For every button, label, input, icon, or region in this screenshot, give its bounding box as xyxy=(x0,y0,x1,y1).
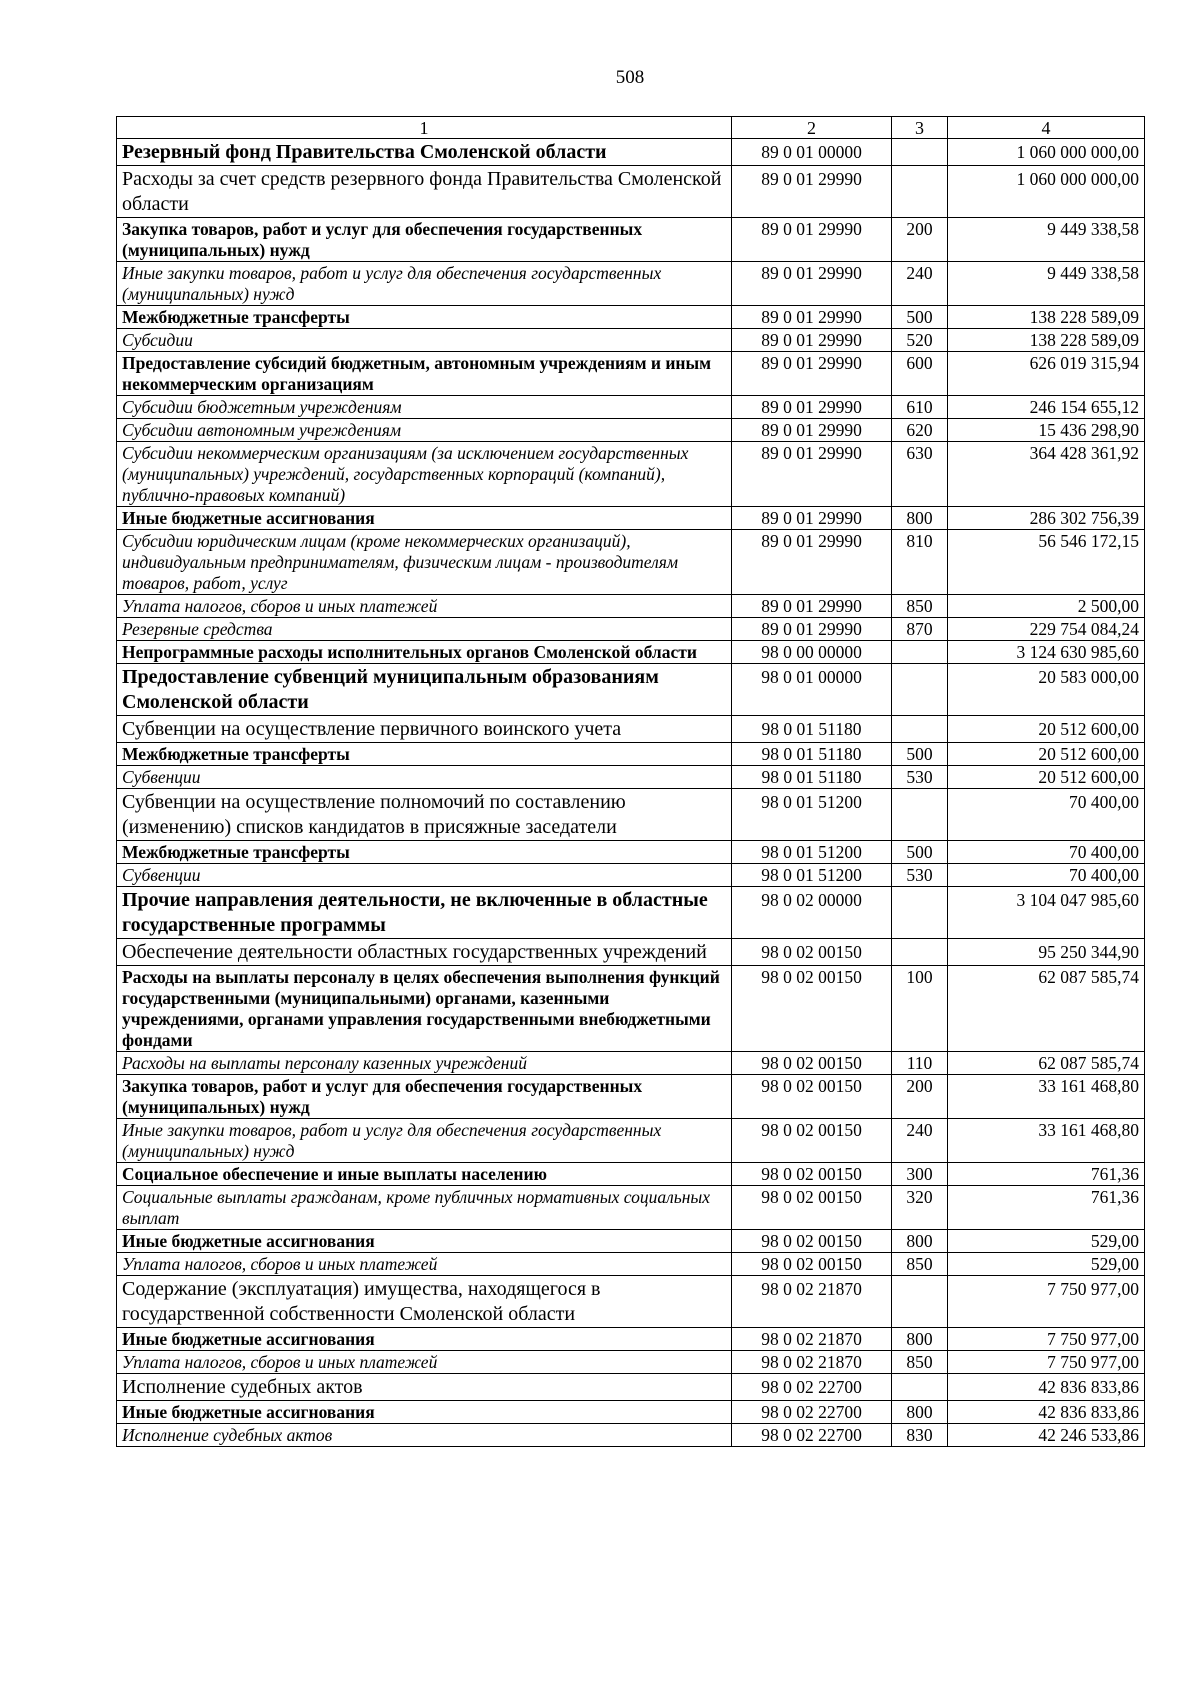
row-type-cell: 850 xyxy=(892,595,948,618)
table-row xyxy=(117,1351,1145,1374)
row-name-cell: Иные бюджетные ассигнования xyxy=(117,1328,732,1351)
table-row xyxy=(117,939,1145,966)
row-code-cell: 98 0 01 00000 xyxy=(732,664,892,716)
row-amount-cell: 138 228 589,09 xyxy=(948,306,1145,329)
row-code-cell: 98 0 00 00000 xyxy=(732,641,892,664)
table-row xyxy=(117,766,1145,789)
row-amount-cell: 70 400,00 xyxy=(948,864,1145,887)
row-code-cell: 98 0 02 00150 xyxy=(732,1253,892,1276)
row-amount-cell: 229 754 084,24 xyxy=(948,618,1145,641)
row-amount-cell: 3 104 047 985,60 xyxy=(948,887,1145,939)
row-type-cell: 800 xyxy=(892,507,948,530)
row-code-cell: 89 0 01 29990 xyxy=(732,396,892,419)
row-code-cell: 89 0 01 29990 xyxy=(732,419,892,442)
row-name-cell: Иные бюджетные ассигнования xyxy=(117,507,732,530)
row-type-cell: 500 xyxy=(892,306,948,329)
table-row xyxy=(117,306,1145,329)
row-code-cell: 98 0 02 00150 xyxy=(732,1052,892,1075)
row-code-cell: 98 0 01 51200 xyxy=(732,864,892,887)
row-type-cell: 630 xyxy=(892,442,948,507)
row-amount-cell: 70 400,00 xyxy=(948,789,1145,841)
row-code-cell: 89 0 01 29990 xyxy=(732,442,892,507)
row-name-cell: Прочие направления деятельности, не включенные в областные государственные программы xyxy=(117,887,732,939)
row-amount-cell: 20 512 600,00 xyxy=(948,716,1145,743)
row-code-cell: 89 0 01 29990 xyxy=(732,507,892,530)
row-code-cell: 89 0 01 29990 xyxy=(732,618,892,641)
row-amount-cell: 3 124 630 985,60 xyxy=(948,641,1145,664)
row-type-cell: 240 xyxy=(892,1119,948,1163)
row-type-cell: 800 xyxy=(892,1328,948,1351)
row-type-cell: 240 xyxy=(892,262,948,306)
row-name-cell: Социальное обеспечение и иные выплаты населению xyxy=(117,1163,732,1186)
row-name-cell: Социальные выплаты гражданам, кроме публичных нормативных социальных выплат xyxy=(117,1186,732,1230)
table-row xyxy=(117,1052,1145,1075)
row-name-cell: Субсидии xyxy=(117,329,732,352)
row-code-cell: 98 0 02 00000 xyxy=(732,887,892,939)
row-amount-cell: 42 836 833,86 xyxy=(948,1374,1145,1401)
row-amount-cell: 761,36 xyxy=(948,1186,1145,1230)
table-row xyxy=(117,743,1145,766)
row-amount-cell: 286 302 756,39 xyxy=(948,507,1145,530)
row-amount-cell: 20 512 600,00 xyxy=(948,743,1145,766)
header-col-1: 1 xyxy=(117,117,732,139)
row-type-cell: 530 xyxy=(892,864,948,887)
row-name-cell: Предоставление субсидий бюджетным, автономным учреждениям и иным некоммерческим организациям xyxy=(117,352,732,396)
table-row xyxy=(117,507,1145,530)
row-code-cell: 98 0 02 22700 xyxy=(732,1374,892,1401)
row-type-cell xyxy=(892,1276,948,1328)
table-row xyxy=(117,595,1145,618)
row-name-cell: Содержание (эксплуатация) имущества, находящегося в государственной собственности Смоленской области xyxy=(117,1276,732,1328)
table-row xyxy=(117,1186,1145,1230)
budget-table xyxy=(116,116,1145,1447)
row-code-cell: 89 0 01 29990 xyxy=(732,306,892,329)
row-name-cell: Межбюджетные трансферты xyxy=(117,743,732,766)
row-amount-cell: 246 154 655,12 xyxy=(948,396,1145,419)
row-name-cell: Непрограммные расходы исполнительных органов Смоленской области xyxy=(117,641,732,664)
row-name-cell: Расходы за счет средств резервного фонда Правительства Смоленской области xyxy=(117,166,732,218)
row-name-cell: Субвенции xyxy=(117,766,732,789)
table-row xyxy=(117,262,1145,306)
row-amount-cell: 33 161 468,80 xyxy=(948,1075,1145,1119)
row-code-cell: 98 0 02 21870 xyxy=(732,1276,892,1328)
row-name-cell: Уплата налогов, сборов и иных платежей xyxy=(117,595,732,618)
row-amount-cell: 42 246 533,86 xyxy=(948,1424,1145,1447)
row-amount-cell: 62 087 585,74 xyxy=(948,1052,1145,1075)
row-type-cell: 830 xyxy=(892,1424,948,1447)
row-type-cell: 800 xyxy=(892,1401,948,1424)
table-row xyxy=(117,618,1145,641)
row-type-cell: 200 xyxy=(892,1075,948,1119)
row-code-cell: 98 0 02 21870 xyxy=(732,1351,892,1374)
row-type-cell: 600 xyxy=(892,352,948,396)
row-amount-cell: 9 449 338,58 xyxy=(948,262,1145,306)
table-row xyxy=(117,1253,1145,1276)
row-name-cell: Субвенции xyxy=(117,864,732,887)
row-code-cell: 98 0 02 22700 xyxy=(732,1401,892,1424)
row-amount-cell: 529,00 xyxy=(948,1253,1145,1276)
header-col-2: 2 xyxy=(732,117,892,139)
row-name-cell: Расходы на выплаты персоналу в целях обеспечения выполнения функций государственными (муниципальными) органами, казенными учреждениями, органами управления государственными внебюджетными фондами xyxy=(117,966,732,1052)
row-type-cell: 500 xyxy=(892,841,948,864)
row-type-cell: 620 xyxy=(892,419,948,442)
row-name-cell: Предоставление субвенций муниципальным образованиям Смоленской области xyxy=(117,664,732,716)
table-row xyxy=(117,966,1145,1052)
row-name-cell: Субвенции на осуществление полномочий по составлению (изменению) списков кандидатов в присяжные заседатели xyxy=(117,789,732,841)
row-type-cell: 610 xyxy=(892,396,948,419)
row-amount-cell: 20 583 000,00 xyxy=(948,664,1145,716)
row-amount-cell: 33 161 468,80 xyxy=(948,1119,1145,1163)
table-row xyxy=(117,166,1145,218)
table-row xyxy=(117,1075,1145,1119)
row-name-cell: Межбюджетные трансферты xyxy=(117,841,732,864)
row-type-cell: 110 xyxy=(892,1052,948,1075)
table-row xyxy=(117,139,1145,166)
row-name-cell: Обеспечение деятельности областных государственных учреждений xyxy=(117,939,732,966)
row-amount-cell: 95 250 344,90 xyxy=(948,939,1145,966)
row-amount-cell: 761,36 xyxy=(948,1163,1145,1186)
table-row xyxy=(117,841,1145,864)
row-code-cell: 89 0 01 29990 xyxy=(732,329,892,352)
table-header-row xyxy=(117,117,1145,139)
row-type-cell: 800 xyxy=(892,1230,948,1253)
table-row xyxy=(117,789,1145,841)
row-code-cell: 98 0 02 21870 xyxy=(732,1328,892,1351)
header-col-4: 4 xyxy=(948,117,1145,139)
row-amount-cell: 20 512 600,00 xyxy=(948,766,1145,789)
row-type-cell xyxy=(892,939,948,966)
row-amount-cell: 1 060 000 000,00 xyxy=(948,166,1145,218)
table-row xyxy=(117,1119,1145,1163)
row-amount-cell: 70 400,00 xyxy=(948,841,1145,864)
row-amount-cell: 15 436 298,90 xyxy=(948,419,1145,442)
table-row xyxy=(117,664,1145,716)
table-row xyxy=(117,1374,1145,1401)
row-type-cell xyxy=(892,139,948,166)
table-row xyxy=(117,716,1145,743)
row-type-cell xyxy=(892,789,948,841)
row-name-cell: Субвенции на осуществление первичного воинского учета xyxy=(117,716,732,743)
row-type-cell: 200 xyxy=(892,218,948,262)
row-code-cell: 98 0 01 51180 xyxy=(732,766,892,789)
table-row xyxy=(117,887,1145,939)
row-type-cell: 850 xyxy=(892,1351,948,1374)
row-name-cell: Иные бюджетные ассигнования xyxy=(117,1401,732,1424)
row-type-cell: 530 xyxy=(892,766,948,789)
row-amount-cell: 626 019 315,94 xyxy=(948,352,1145,396)
table-row xyxy=(117,641,1145,664)
row-code-cell: 98 0 01 51180 xyxy=(732,716,892,743)
row-amount-cell: 62 087 585,74 xyxy=(948,966,1145,1052)
row-amount-cell: 138 228 589,09 xyxy=(948,329,1145,352)
table-row xyxy=(117,1401,1145,1424)
row-name-cell: Субсидии юридическим лицам (кроме некоммерческих организаций), индивидуальным предпринимателям, физическим лицам - производителям товаров, работ, услуг xyxy=(117,530,732,595)
row-name-cell: Субсидии автономным учреждениям xyxy=(117,419,732,442)
row-amount-cell: 7 750 977,00 xyxy=(948,1276,1145,1328)
row-type-cell xyxy=(892,1374,948,1401)
row-type-cell xyxy=(892,716,948,743)
table-row xyxy=(117,442,1145,507)
header-col-3: 3 xyxy=(892,117,948,139)
row-name-cell: Уплата налогов, сборов и иных платежей xyxy=(117,1253,732,1276)
row-amount-cell: 529,00 xyxy=(948,1230,1145,1253)
row-type-cell xyxy=(892,887,948,939)
row-name-cell: Иные закупки товаров, работ и услуг для обеспечения государственных (муниципальных) нужд xyxy=(117,262,732,306)
row-type-cell: 810 xyxy=(892,530,948,595)
row-type-cell: 300 xyxy=(892,1163,948,1186)
row-code-cell: 89 0 01 29990 xyxy=(732,218,892,262)
row-amount-cell: 7 750 977,00 xyxy=(948,1328,1145,1351)
row-name-cell: Субсидии некоммерческим организациям (за исключением государственных (муниципальных) учреждений, государственных корпораций (компаний), публично-правовых компаний) xyxy=(117,442,732,507)
row-amount-cell: 1 060 000 000,00 xyxy=(948,139,1145,166)
row-name-cell: Субсидии бюджетным учреждениям xyxy=(117,396,732,419)
row-name-cell: Исполнение судебных актов xyxy=(117,1424,732,1447)
table-row xyxy=(117,218,1145,262)
row-code-cell: 98 0 02 00150 xyxy=(732,1075,892,1119)
row-code-cell: 98 0 02 00150 xyxy=(732,1230,892,1253)
row-code-cell: 98 0 02 00150 xyxy=(732,966,892,1052)
table-row xyxy=(117,419,1145,442)
table-row xyxy=(117,1230,1145,1253)
row-code-cell: 89 0 01 00000 xyxy=(732,139,892,166)
row-name-cell: Резервные средства xyxy=(117,618,732,641)
row-amount-cell: 7 750 977,00 xyxy=(948,1351,1145,1374)
row-amount-cell: 364 428 361,92 xyxy=(948,442,1145,507)
row-type-cell: 320 xyxy=(892,1186,948,1230)
row-name-cell: Иные закупки товаров, работ и услуг для обеспечения государственных (муниципальных) нужд xyxy=(117,1119,732,1163)
row-name-cell: Резервный фонд Правительства Смоленской области xyxy=(117,139,732,166)
table-row xyxy=(117,352,1145,396)
table-row xyxy=(117,329,1145,352)
row-code-cell: 98 0 02 00150 xyxy=(732,939,892,966)
page-number: 508 xyxy=(615,67,645,88)
row-type-cell: 870 xyxy=(892,618,948,641)
row-amount-cell: 42 836 833,86 xyxy=(948,1401,1145,1424)
table-row xyxy=(117,1328,1145,1351)
row-name-cell: Уплата налогов, сборов и иных платежей xyxy=(117,1351,732,1374)
row-code-cell: 89 0 01 29990 xyxy=(732,352,892,396)
row-code-cell: 89 0 01 29990 xyxy=(732,595,892,618)
row-code-cell: 98 0 02 00150 xyxy=(732,1119,892,1163)
table-row xyxy=(117,530,1145,595)
row-name-cell: Иные бюджетные ассигнования xyxy=(117,1230,732,1253)
row-type-cell: 850 xyxy=(892,1253,948,1276)
row-code-cell: 98 0 02 22700 xyxy=(732,1424,892,1447)
row-type-cell: 500 xyxy=(892,743,948,766)
row-code-cell: 89 0 01 29990 xyxy=(732,530,892,595)
row-code-cell: 89 0 01 29990 xyxy=(732,262,892,306)
table-row xyxy=(117,1424,1145,1447)
row-type-cell xyxy=(892,641,948,664)
table-row xyxy=(117,396,1145,419)
row-code-cell: 98 0 01 51200 xyxy=(732,841,892,864)
row-name-cell: Расходы на выплаты персоналу казенных учреждений xyxy=(117,1052,732,1075)
table-row xyxy=(117,864,1145,887)
row-name-cell: Межбюджетные трансферты xyxy=(117,306,732,329)
row-name-cell: Закупка товаров, работ и услуг для обеспечения государственных (муниципальных) нужд xyxy=(117,218,732,262)
row-amount-cell: 2 500,00 xyxy=(948,595,1145,618)
row-code-cell: 89 0 01 29990 xyxy=(732,166,892,218)
row-type-cell xyxy=(892,166,948,218)
row-code-cell: 98 0 01 51200 xyxy=(732,789,892,841)
row-name-cell: Исполнение судебных актов xyxy=(117,1374,732,1401)
row-type-cell: 100 xyxy=(892,966,948,1052)
row-code-cell: 98 0 02 00150 xyxy=(732,1163,892,1186)
row-type-cell xyxy=(892,664,948,716)
table-row xyxy=(117,1163,1145,1186)
row-code-cell: 98 0 02 00150 xyxy=(732,1186,892,1230)
row-amount-cell: 9 449 338,58 xyxy=(948,218,1145,262)
row-type-cell: 520 xyxy=(892,329,948,352)
row-name-cell: Закупка товаров, работ и услуг для обеспечения государственных (муниципальных) нужд xyxy=(117,1075,732,1119)
row-amount-cell: 56 546 172,15 xyxy=(948,530,1145,595)
row-code-cell: 98 0 01 51180 xyxy=(732,743,892,766)
table-row xyxy=(117,1276,1145,1328)
